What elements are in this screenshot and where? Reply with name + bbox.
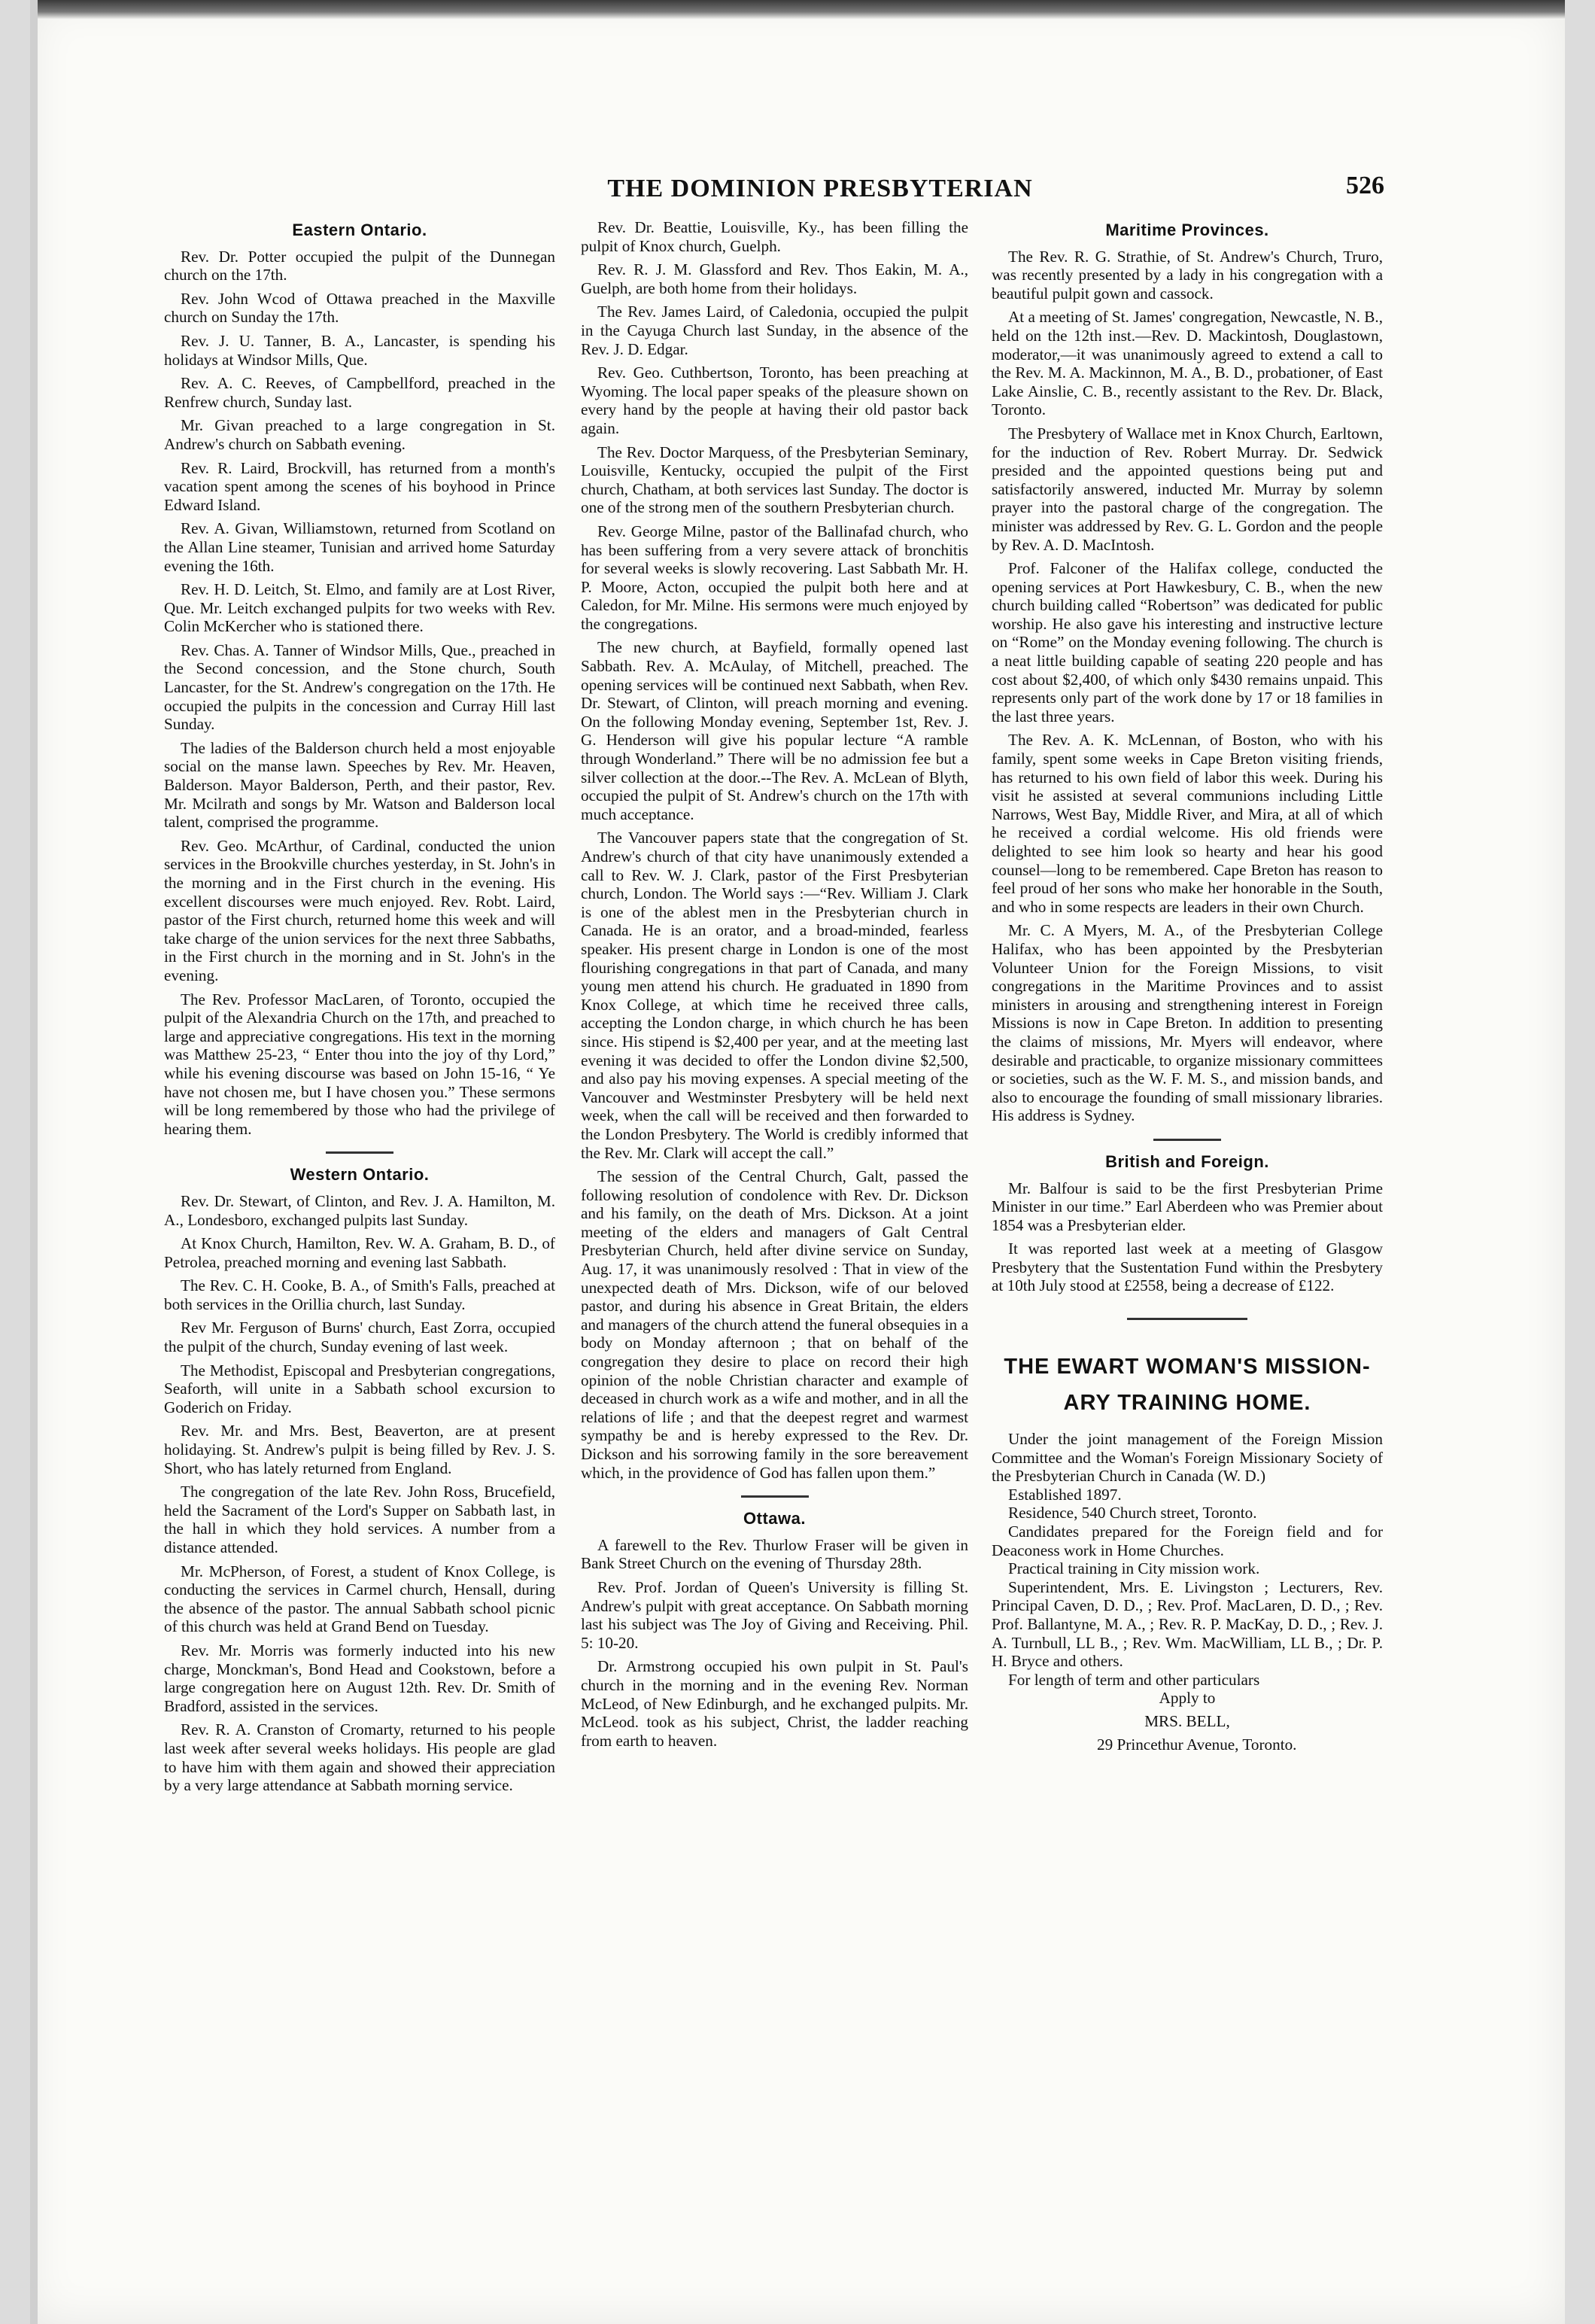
section-heading-western-ontario: Western Ontario. xyxy=(290,1165,430,1185)
advertisement-apply: Apply to xyxy=(1159,1689,1216,1708)
news-item: At a meeting of St. James' congregation, Newcastle, N. B., held on the 12th inst.—Rev. D. Mackintosh, Douglastown, moderator,—it was unanimously agreed to extend a call to the Rev. M. A. Mackinnon, M. A., B. D., probationer, of East Lake Ainslie, C. B., recently assistant to the Rev. Dr. Black, Toronto. xyxy=(992,308,1383,419)
news-item: Rev. Dr. Beattie, Louisville, Ky., has been filling the pulpit of Knox church, Guelph. xyxy=(581,218,968,255)
news-item: A farewell to the Rev. Thurlow Fraser will be given in Bank Street Church on the evening of Thursday 28th. xyxy=(581,1535,968,1573)
news-item: Mr. C. A Myers, M. A., of the Presbyterian College Halifax, who has been appointed by the Presbyterian Volunteer Union for the Foreign Missions, to visit congregations in the Maritime Provinces and to assist ministers in arousing and strengthening interest in Foreign Missions is now in Cape Breton. In addition to presenting the claims of missions, Mr. Myers will endeavor, where desirable and practicable, to organize missionary committees or societies, such as the W. F. M. S., and mission bands, and also to encourage the founding of small missionary libraries. His address is Sydney. xyxy=(992,921,1383,1125)
news-item: It was reported last week at a meeting of Glasgow Presbytery that the Sustentation Fund within the Presbytery at 10th July stood at £2558, being a decrease of £122. xyxy=(992,1240,1383,1295)
advertisement-staff: Superintendent, Mrs. E. Livingston ; Lecturers, Rev. Principal Caven, D. D., ; Rev. Prof. MacLaren, D. D., ; Rev. Prof. Ballantyne, M. A., ; Rev. R. P. MacKay, D. D., ; Rev. J. A. Turnbull, LL B., ; Rev. Wm. MacWilliam, LL B., ; Dr. P. H. Bryce and others. xyxy=(992,1577,1383,1671)
news-item: The Methodist, Episcopal and Presbyterian congregations, Seaforth, will unite in a Sabbath school excursion to Goderich on Friday. xyxy=(164,1361,555,1416)
news-item: Rev. Mr. Morris was formerly inducted into his new charge, Monckman's, Bond Head and Cookstown, before a large congregation here on August 12th. Rev. Dr. Smith of Bradford, assisted in the services. xyxy=(164,1641,555,1715)
news-item: Rev. Dr. Potter occupied the pulpit of the Dunnegan church on the 17th. xyxy=(164,247,555,284)
news-item: Rev. R. Laird, Brockvill, has returned from a month's vacation spent among the scenes of his boyhood in Prince Edward Island. xyxy=(164,458,555,514)
section-heading-eastern-ontario: Eastern Ontario. xyxy=(292,221,427,239)
news-item: The Vancouver papers state that the congregation of St. Andrew's church of that city have unanimously extended a call to Rev. W. J. Clark, pastor of the First Presbyterian church, London. The World says :—“Rev. William J. Clark is one of the ablest men in the Presbyterian church in Canada. He is an orator, and a broad-minded, fearless speaker. His present charge in London is one of the most flourishing congregations in that part of Canada, and many young men attend his church. He graduated in 1890 from Knox College, at which time he received three calls, accepting the London charge, in which church he has been since. His stipend is $2,400 per year, and at the meeting last evening it was decided to offer the London divine $2,500, and also pay his moving expenses. A special meeting of the Vancouver and Westminster Presbytery will be held next week, when the call will be received and then forwarded to the London Presbytery. The World is credibly informed that the Rev. Mr. Clark will accept the call.” xyxy=(581,829,968,1162)
training-home-advertisement xyxy=(992,1349,1383,1754)
masthead-title: THE DOMINION PRESBYTERIAN xyxy=(607,175,1033,202)
news-item: Rev. H. D. Leitch, St. Elmo, and family are at Lost River, Que. Mr. Leitch exchanged pulpits for two weeks with Rev. Colin McKercher who is stationed there. xyxy=(164,580,555,636)
column-right xyxy=(992,218,1383,1754)
news-item: The Rev. James Laird, of Caledonia, occupied the pulpit in the Cayuga Church last Sunday, in the absence of the Rev. J. D. Edgar. xyxy=(581,303,968,358)
column-middle xyxy=(581,218,968,1755)
news-item: Mr. Balfour is said to be the first Presbyterian Prime Minister in our time.” Earl Aberdeen who was Premier about 1854 was a Presbyterian elder. xyxy=(992,1179,1383,1234)
news-item: The congregation of the late Rev. John Ross, Brucefield, held the Sacrament of the Lord's Supper on Sabbath last, in the hall in which they hold services. A number from a distance attended. xyxy=(164,1483,555,1556)
news-item: The Presbytery of Wallace met in Knox Church, Earltown, for the induction of Rev. Robert Murray. Dr. Sedwick presided and the appointed questions being put and satisfactorily answered, inducted Mr. Murray by solemn prayer into the pastoral charge of the congregation. The minister was addressed by Rev. G. L. Gordon and the people by Rev. A. D. MacIntosh. xyxy=(992,424,1383,554)
news-item: Rev. Geo. Cuthbertson, Toronto, has been preaching at Wyoming. The local paper speaks of the pleasure shown on every hand by the people at having their old pastor back again. xyxy=(581,364,968,437)
scan-top-edge xyxy=(30,0,1565,20)
news-item: Prof. Falconer of the Halifax college, conducted the opening services at Port Hawkesbury, C. B., when the new church building called “Robertson” was dedicated for public worship. He also gave his interesting and instructive lecture on “Rome” on the Monday evening following. The church is a neat little building capable of seating 220 people and has cost about $2,400, of which only $430 remains unpaid. This represents only part of the work done by 17 or 18 families in the last three years. xyxy=(992,559,1383,725)
news-item: Rev. Prof. Jordan of Queen's University is filling St. Andrew's pulpit with great acceptance. On Sabbath morning last his subject was The Joy of Giving and Receiving. Phil. 5: 10-20. xyxy=(581,1577,968,1652)
scan-left-edge xyxy=(30,0,38,2324)
news-item: The Rev. A. K. McLennan, of Boston, who with his family, spent some weeks in Cape Breton visiting friends, has returned to his own field of labor this week. During his visit he assisted at several communions including Little Narrows, West Bay, Middle River, and Mira, at all of which he received a cordial welcome. His old friends were delighted to see him look so hearty and hear his good counsel—long to be remembered. Cape Breton has reason to feel proud of her sons who make her honorable in the South, and who in some respects are leaders in their own Church. xyxy=(992,731,1383,916)
section-heading-ottawa: Ottawa. xyxy=(743,1509,806,1529)
advertisement-training: Practical training in City mission work. xyxy=(1008,1559,1260,1578)
news-item: Rev. John Wcod of Ottawa preached in the Maxville church on Sunday the 17th. xyxy=(164,289,555,327)
news-item: Rev. J. U. Tanner, B. A., Lancaster, is spending his holidays at Windsor Mills, Que. xyxy=(164,331,555,369)
news-item: Rev. George Milne, pastor of the Ballinafad church, who has been suffering from a very severe attack of bronchitis for several weeks is slowly recovering. Last Sabbath Mr. H. P. Moore, Acton, occupied the pulpit both here and at Caledon, for Mr. Milne. His sermons were much enjoyed by the congregations. xyxy=(581,522,968,633)
advertisement-title-line-1: THE EWART WOMAN'S MISSION- xyxy=(1004,1355,1371,1379)
section-heading-maritime-provinces: Maritime Provinces. xyxy=(1105,221,1269,239)
news-item: Dr. Armstrong occupied his own pulpit in St. Paul's church in the morning and in the evening Rev. Norman McLeod, of New Edinburgh, and he exchanged pulpits. Mr. McLeod. took as his subject, Christ, the ladder reaching from earth to heaven. xyxy=(581,1657,968,1750)
news-item: Rev Mr. Ferguson of Burns' church, East Zorra, occupied the pulpit of the church, Sunday evening of last week. xyxy=(164,1319,555,1356)
section-divider xyxy=(741,1495,809,1498)
news-item: The session of the Central Church, Galt, passed the following resolution of condolence with Rev. Dr. Dickson and his family, on the death of Mrs. Dickson. At a joint meeting of the elders and managers of Galt Central Presbyterian Church, held after divine service on Sunday, Aug. 17, it was unanimously resolved : That in view of the unexpected death of Mrs. Dickson, wife of our beloved pastor, and during his absence in Great Britain, the elders and managers of the church attend the funeral obsequies in a body on Monday afternoon ; that on behalf of the congregation they desire to place on record their high opinion of the noble Christian character and example of deceased in church work as a wife and mother, and in all the relations of life ; and that the deepest regret and warmest sympathy be and is hereby expressed to the Rev. Dr. Dickson and his sorrowing family in the sore bereavement which, in the providence of God has fallen upon them.” xyxy=(581,1167,968,1482)
advertisement-title-line-2: ARY TRAINING HOME. xyxy=(1063,1391,1311,1416)
section-heading-british-and-foreign: British and Foreign. xyxy=(1105,1151,1269,1171)
page-number: 526 xyxy=(1346,172,1384,199)
advertisement-particulars: For length of term and other particulars xyxy=(1008,1670,1260,1689)
newspaper-page xyxy=(30,0,1565,2324)
advertisement-established: Established 1897. xyxy=(1008,1485,1122,1504)
news-item: The new church, at Bayfield, formally opened last Sabbath. Rev. A. McAulay, of Mitchell, preached. The opening services will be continued next Sabbath, when Rev. Dr. Stewart, of Clinton, will preach morning and evening. On the following Monday evening, September 1st, Rev. J. G. Henderson will give his popular lecture “A ramble through Wonderland.” There will be no admission fee but a silver collection at the door.--The Rev. A. McLean of Blyth, occupied the pulpit of St. Andrew's church on the 17th with much acceptance. xyxy=(581,638,968,823)
advertisement-title xyxy=(992,1349,1383,1421)
section-divider xyxy=(326,1151,393,1154)
advertisement-candidates: Candidates prepared for the Foreign field and for Deaconess work in Home Churches. xyxy=(992,1522,1383,1559)
news-item: Rev. Dr. Stewart, of Clinton, and Rev. J. A. Hamilton, M. A., Londesboro, exchanged pulpits last Sunday. xyxy=(164,1191,555,1229)
news-item: Rev. R. A. Cranston of Cromarty, returned to his people last week after several weeks holidays. His people are glad to have him with them again and showed their appreciation by a very large attendance at Sabbath morning service. xyxy=(164,1720,555,1795)
advertisement-address: 29 Princethur Avenue, Toronto. xyxy=(1097,1735,1297,1754)
advertisement-residence: Residence, 540 Church street, Toronto. xyxy=(1008,1504,1257,1522)
news-item: At Knox Church, Hamilton, Rev. W. A. Graham, B. D., of Petrolea, preached morning and evening last Sabbath. xyxy=(164,1234,555,1271)
news-item: The Rev. Professor MacLaren, of Toronto, occupied the pulpit of the Alexandria Church on the 17th, and preached to large and appreciative congregations. His text in the morning was Matthew 25-23, “ Enter thou into the joy of thy Lord,” while his evening discourse was based on John 15-16, “ Ye have not chosen me, but I have chosen you.” These sermons will be long remembered by those who had the privilege of hearing them. xyxy=(164,990,555,1138)
news-item: The ladies of the Balderson church held a most enjoyable social on the manse lawn. Speeches by Rev. Mr. Heaven, Balderson. Mayor Balderson, Perth, and their pastor, Rev. Mr. Mcilrath and songs by Mr. Watson and Balderson local talent, comprised the programme. xyxy=(164,738,555,832)
advertisement-contact-name: MRS. BELL, xyxy=(1144,1711,1230,1730)
news-item: Mr. McPherson, of Forest, a student of Knox College, is conducting the services in Carmel church, Hensall, during the absence of the pastor. The annual Sabbath school picnic of this church was held at Grand Bend on Tuesday. xyxy=(164,1562,555,1636)
news-item: The Rev. C. H. Cooke, B. A., of Smith's Falls, preached at both services in the Orillia church, last Sunday. xyxy=(164,1276,555,1313)
news-item: Rev. Chas. A. Tanner of Windsor Mills, Que., preached in the Second concession, and the Stone church, South Lancaster, for the St. Andrew's congregation on the 17th. He occupied the pulpits in the concession and Curray Hill last Sunday. xyxy=(164,640,555,734)
news-item: Mr. Givan preached to a large congregation in St. Andrew's church on Sabbath evening. xyxy=(164,416,555,453)
news-item: The Rev. R. G. Strathie, of St. Andrew's Church, Truro, was recently presented by a lady in his congregation with a beautiful pulpit gown and cassock. xyxy=(992,247,1383,303)
advertisement-intro: Under the joint management of the Foreign Mission Committee and the Woman's Foreign Missionary Society of the Presbyterian Church in Canada (W. D.) xyxy=(992,1430,1383,1486)
news-item: The Rev. Doctor Marquess, of the Presbyterian Seminary, Louisville, Kentucky, occupied the pulpit of the First church, Chatham, at both services last Sunday. The doctor is one of the strong men of the southern Presbyterian church. xyxy=(581,443,968,517)
section-divider xyxy=(1127,1318,1247,1320)
section-divider xyxy=(1153,1139,1221,1141)
news-item: Rev. A. C. Reeves, of Campbellford, preached in the Renfrew church, Sunday last. xyxy=(164,374,555,411)
column-left xyxy=(164,218,555,1800)
news-item: Rev. Mr. and Mrs. Best, Beaverton, are at present holidaying. St. Andrew's pulpit is being filled by Rev. J. S. Short, who has lately returned from England. xyxy=(164,1422,555,1477)
news-item: Rev. A. Givan, Williamstown, returned from Scotland on the Allan Line steamer, Tunisian and arrived home Saturday evening the 16th. xyxy=(164,519,555,575)
news-item: Rev. Geo. McArthur, of Cardinal, conducted the union services in the Brookville churches yesterday, in St. John's in the morning and in the First church in the evening. His excellent discourses were much enjoyed. Rev. Robt. Laird, pastor of the First church, returned home this week and will take charge of the union services for the next three Sabbaths, in the First church in the morning and in St. John's in the evening. xyxy=(164,836,555,984)
news-item: Rev. R. J. M. Glassford and Rev. Thos Eakin, M. A., Guelph, are both home from their holidays. xyxy=(581,260,968,297)
